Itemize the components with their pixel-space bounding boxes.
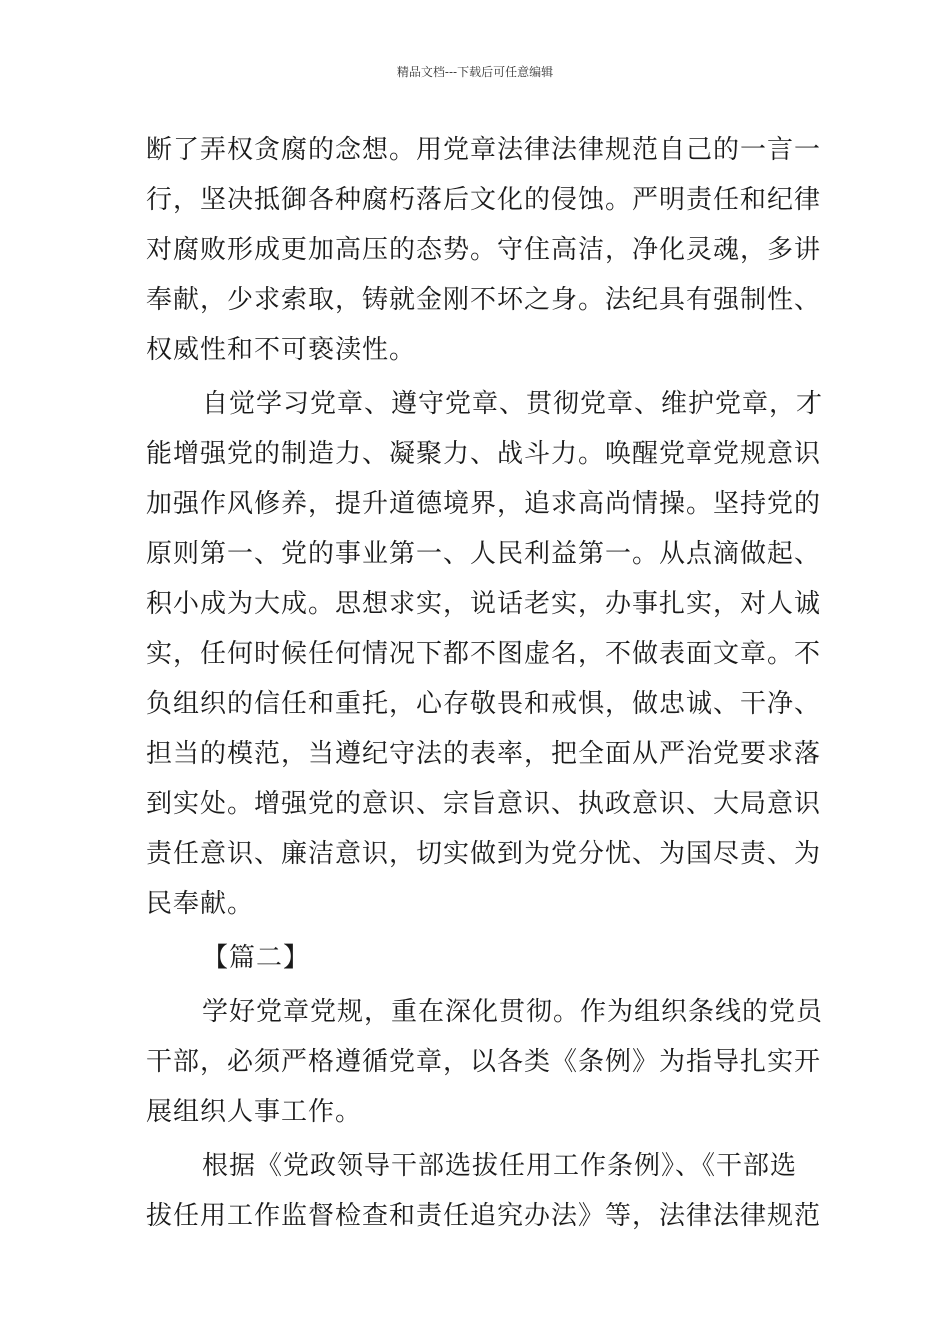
paragraph-4 — [146, 1141, 822, 1241]
text-line: 对腐败形成更加高压的态势。守住高洁，净化灵魂，多讲 — [146, 235, 822, 265]
text-line: 拔任用工作监督检查和责任追究办法》等，法律法律规范 — [146, 1201, 822, 1231]
text-line: 根据《党政领导干部选拔任用工作条例》、《干部选 — [202, 1151, 798, 1181]
text-line: 自觉学习党章、遵守党章、贯彻党章、维护党章，才 — [202, 389, 824, 419]
text-line: 干部，必须严格遵循党章，以各类《条例》为指导扎实开 — [146, 1047, 822, 1077]
text-line: 学好党章党规，重在深化贯彻。作为组织条线的党员 — [202, 997, 824, 1027]
text-line: 展组织人事工作。 — [146, 1097, 363, 1127]
text-line: 到实处。增强党的意识、宗旨意识、执政意识、大局意识 — [146, 789, 822, 819]
text-line: 实，任何时候任何情况下都不图虚名，不做表面文章。不 — [146, 639, 822, 669]
text-line: 民奉献。 — [146, 889, 255, 919]
text-line: 原则第一、党的事业第一、人民利益第一。从点滴做起、 — [146, 539, 822, 569]
paragraph-1 — [146, 125, 822, 375]
paragraph-3 — [146, 987, 824, 1137]
page-header: 精品文档---下载后可任意编辑 — [396, 65, 554, 79]
text-line: 责任意识、廉洁意识，切实做到为党分忧、为国尽责、为 — [146, 839, 822, 869]
text-line: 加强作风修养，提升道德境界，追求高尚情操。坚持党的 — [146, 489, 822, 519]
text-line: 担当的模范，当遵纪守法的表率，把全面从严治党要求落 — [146, 739, 822, 769]
text-line: 积小成为大成。思想求实，说话老实，办事扎实，对人诚 — [146, 589, 822, 619]
text-line: 奉献，少求索取，铸就金刚不坏之身。法纪具有强制性、 — [146, 285, 822, 315]
text-line: 权威性和不可亵渎性。 — [146, 335, 417, 365]
text-line: 行，坚决抵御各种腐朽落后文化的侵蚀。严明责任和纪律 — [146, 185, 822, 215]
section-heading: 【篇二】 — [202, 943, 311, 973]
paragraph-2 — [146, 379, 824, 929]
text-line: 能增强党的制造力、凝聚力、战斗力。唤醒党章党规意识 — [146, 439, 822, 469]
text-line: 负组织的信任和重托，心存敬畏和戒惧，做忠诚、干净、 — [146, 689, 822, 719]
text-line: 断了弄权贪腐的念想。用党章法律法律规范自己的一言一 — [146, 135, 822, 165]
document-body — [146, 125, 824, 1241]
